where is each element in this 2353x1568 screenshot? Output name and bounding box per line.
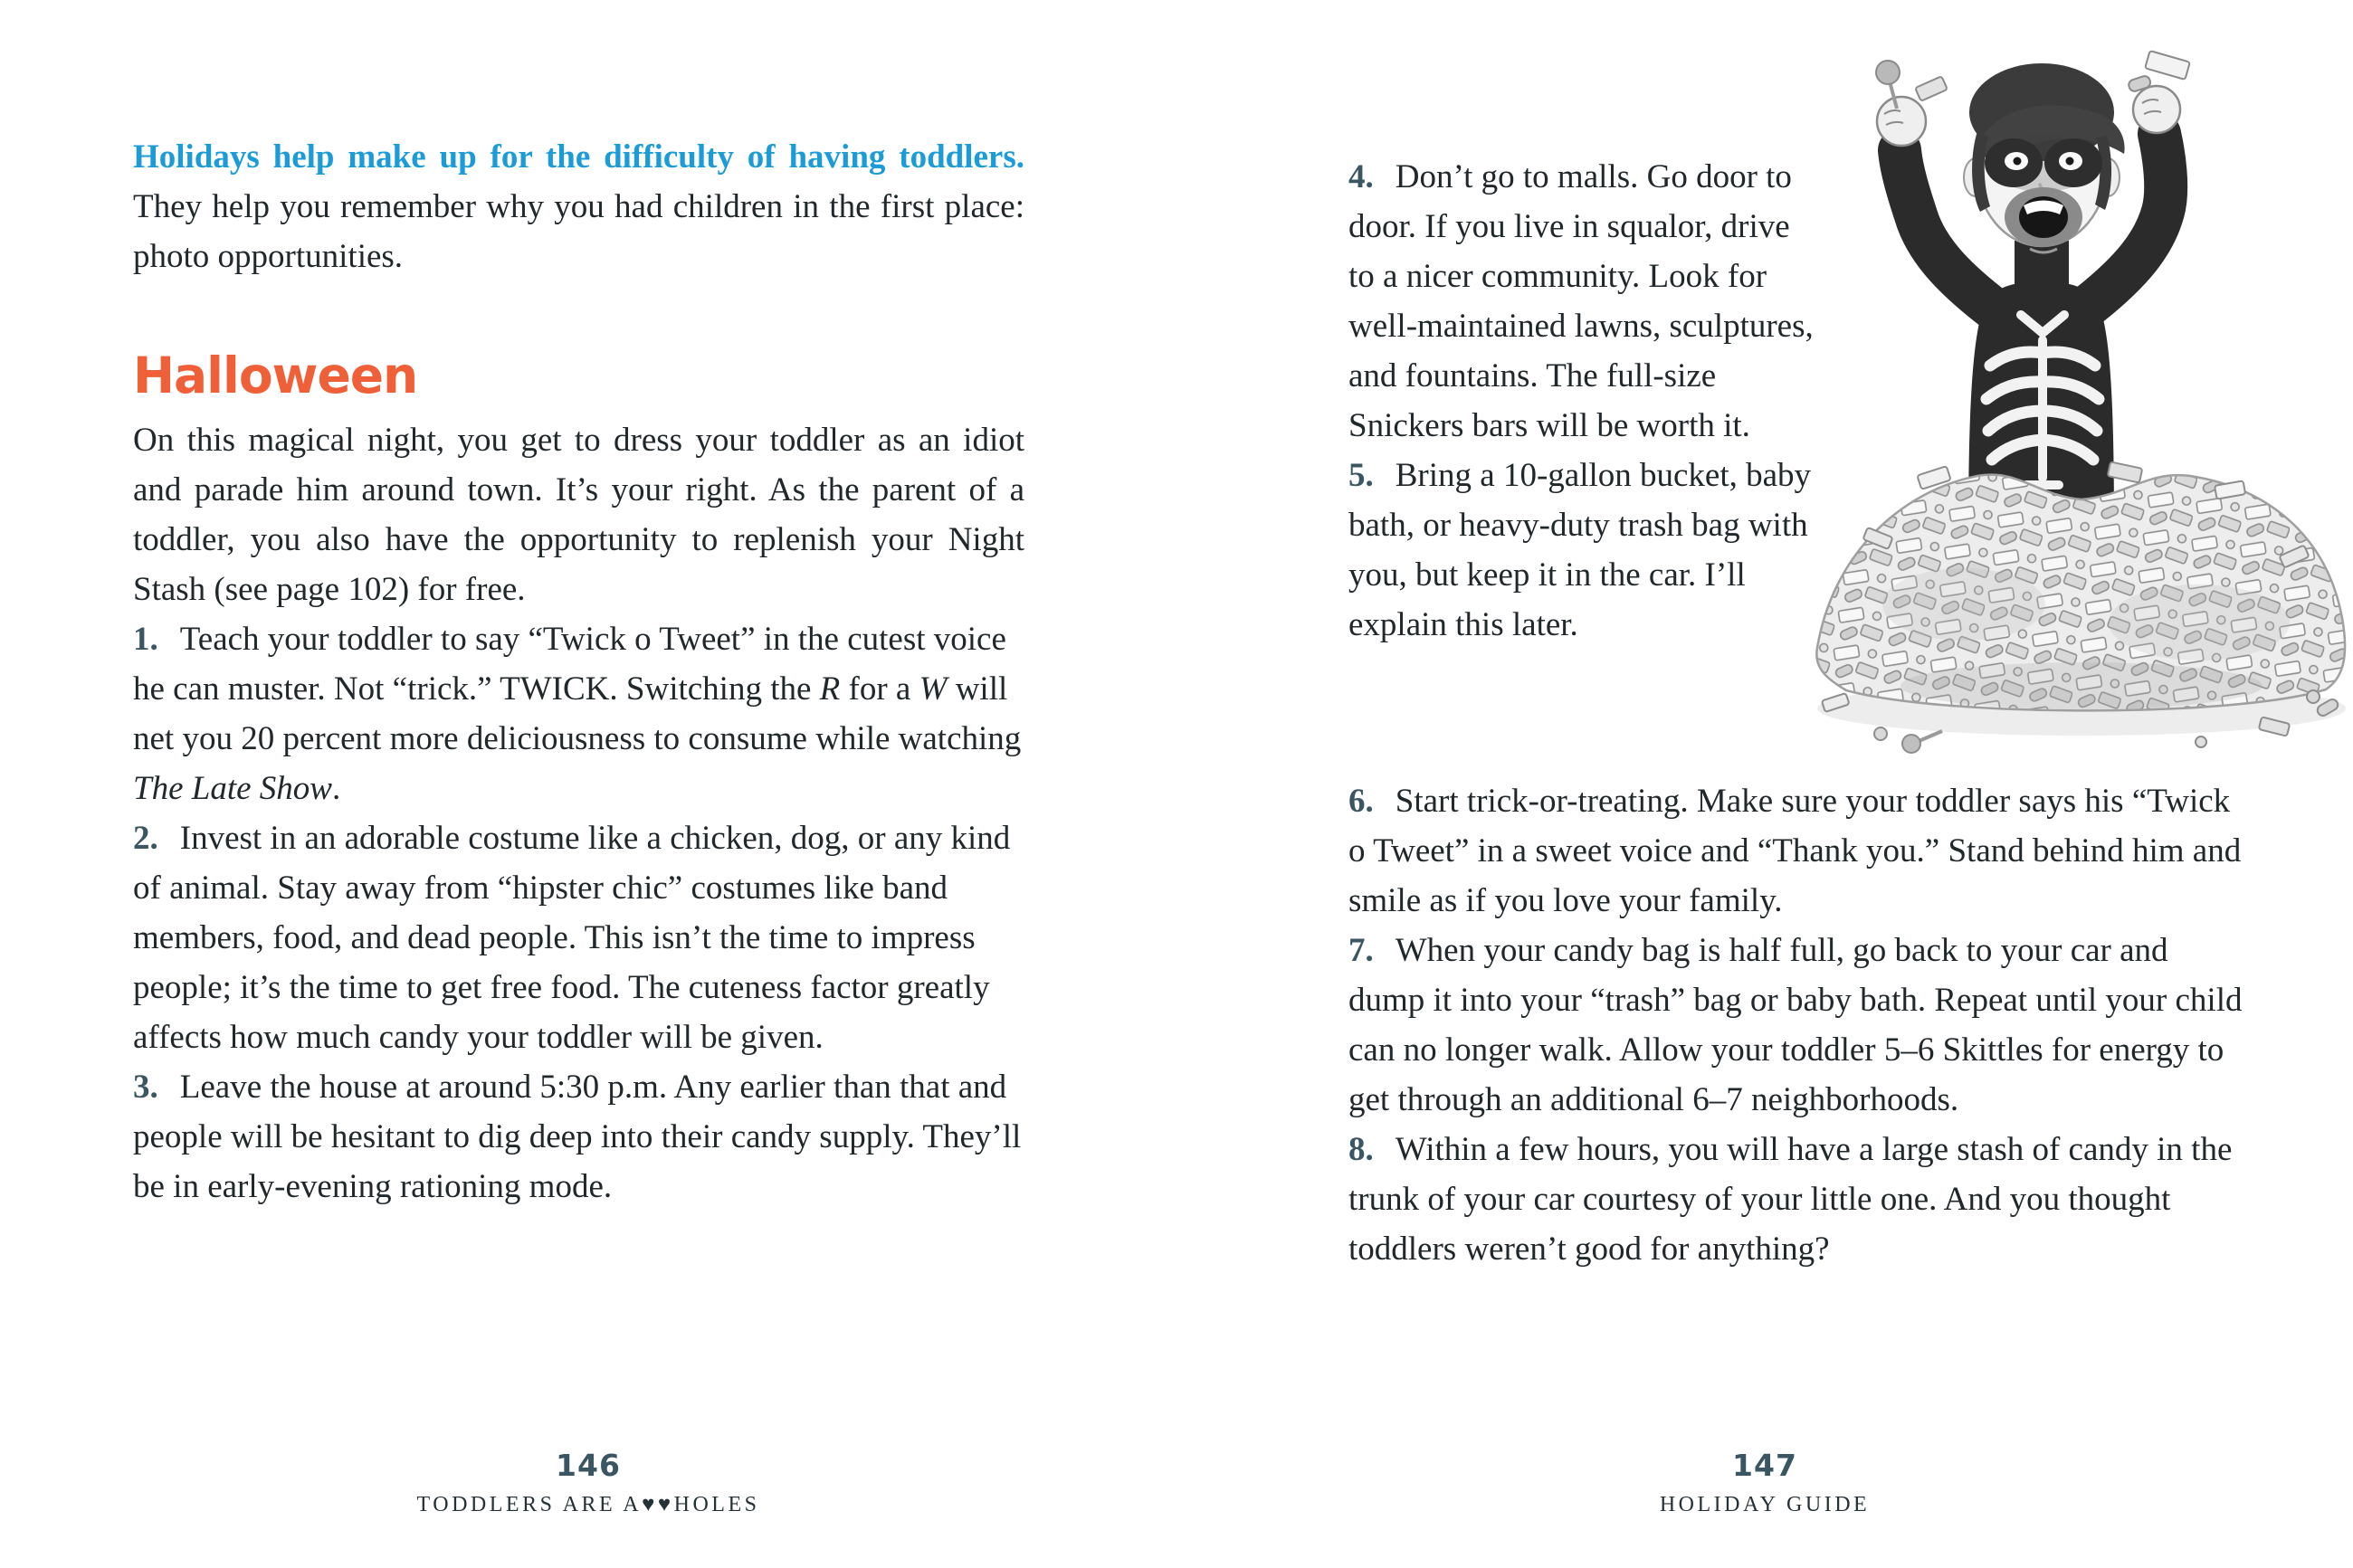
list-item-text: Start trick-or-treating. Make sure your toddler says his “Twick o Tweet” in a sweet voice and “Thank you.” Stand behind him and smile as if you love your family. [1348,783,2242,919]
list-number: 5. [1348,457,1374,494]
head [1964,63,2125,252]
list-number: 2. [133,820,158,857]
list-item-text: Don’t go to malls. Go door to door. If you live in squalor, drive to a nicer community. Look for well-maintained lawns, sculptures, and fountains. The full-size Snickers bars will be worth it. [1348,158,1814,444]
right-page-footer [1176,1448,2353,1518]
list-number: 4. [1348,158,1374,195]
list-item-7 [1348,926,2249,1125]
page-number-right: 147 [1732,1448,1797,1483]
list-item-text: Leave the house at around 5:30 p.m. Any earlier than that and people will be hesitant to dig deep into their candy supply. They’ll be in early-evening rationing mode. [133,1069,1022,1205]
list-item-text: Within a few hours, you will have a large stash of candy in the trunk of your car courtesy of your little one. And you thought toddlers weren’t good for anything? [1348,1131,2233,1268]
list-item-text: Bring a 10-gallon bucket, baby bath, or heavy-duty trash bag with you, but keep it in the car. I’ll explain this later. [1348,457,1812,643]
list-number: 1. [133,621,158,658]
intro-paragraph [133,132,1024,281]
list-number: 7. [1348,932,1374,969]
list-number: 8. [1348,1131,1374,1168]
list-item-3 [133,1062,1024,1212]
running-title-chapter: HOLIDAY GUIDE [1659,1493,1871,1516]
list-number: 3. [133,1069,158,1106]
list-item-2 [133,813,1024,1062]
left-page-column [133,132,1024,1212]
list-item-text: Invest in an adorable costume like a chicken, dog, or any kind of animal. Stay away from “hipster chic” costumes like band members, food, and dead people. This isn’t the time to impress people; it’s the time to get free food. The cuteness factor greatly affects how much candy your toddler will be given. [133,820,1011,1056]
list-number: 6. [1348,783,1374,820]
list-item-8 [1348,1125,2249,1274]
section-intro-paragraph: On this magical night, you get to dress your toddler as an idiot and parade him around town. It’s your right. As the parent of a toddler, you also have the opportunity to replenish your Night Stash (see page 102) for free. [133,422,1024,608]
page-number-left: 146 [556,1448,621,1483]
list-item-1 [133,614,1024,813]
section-heading-halloween: Halloween [133,347,418,404]
list-item-text: When your candy bag is half full, go back to your car and dump it into your “trash” bag or baby bath. Repeat until your child can no longer walk. Allow your toddler 5–6 Skittles for energy to get through an additional 6–7 neighborhoods. [1348,932,2243,1118]
skeleton-costume-illustration [1810,25,2353,758]
list-item-6 [1348,776,2249,926]
list-item-text: Teach your toddler to say “Twick o Tweet” in the cutest voice he can muster. Not “trick.” TWICK. Switching the R for a W will net you 20 percent more deliciousness to consume while watching The Late Show. [133,621,1022,807]
left-page-footer [0,1448,1176,1518]
running-title-book: TODDLERS ARE A♥♥HOLES [416,1493,760,1516]
toddler-boy [1876,51,2190,537]
intro-rest: They help you remember why you had children in the first place: photo opportunities. [133,188,1024,275]
intro-lead-sentence: Holidays help make up for the difficulty of having toddlers. [133,138,1024,176]
